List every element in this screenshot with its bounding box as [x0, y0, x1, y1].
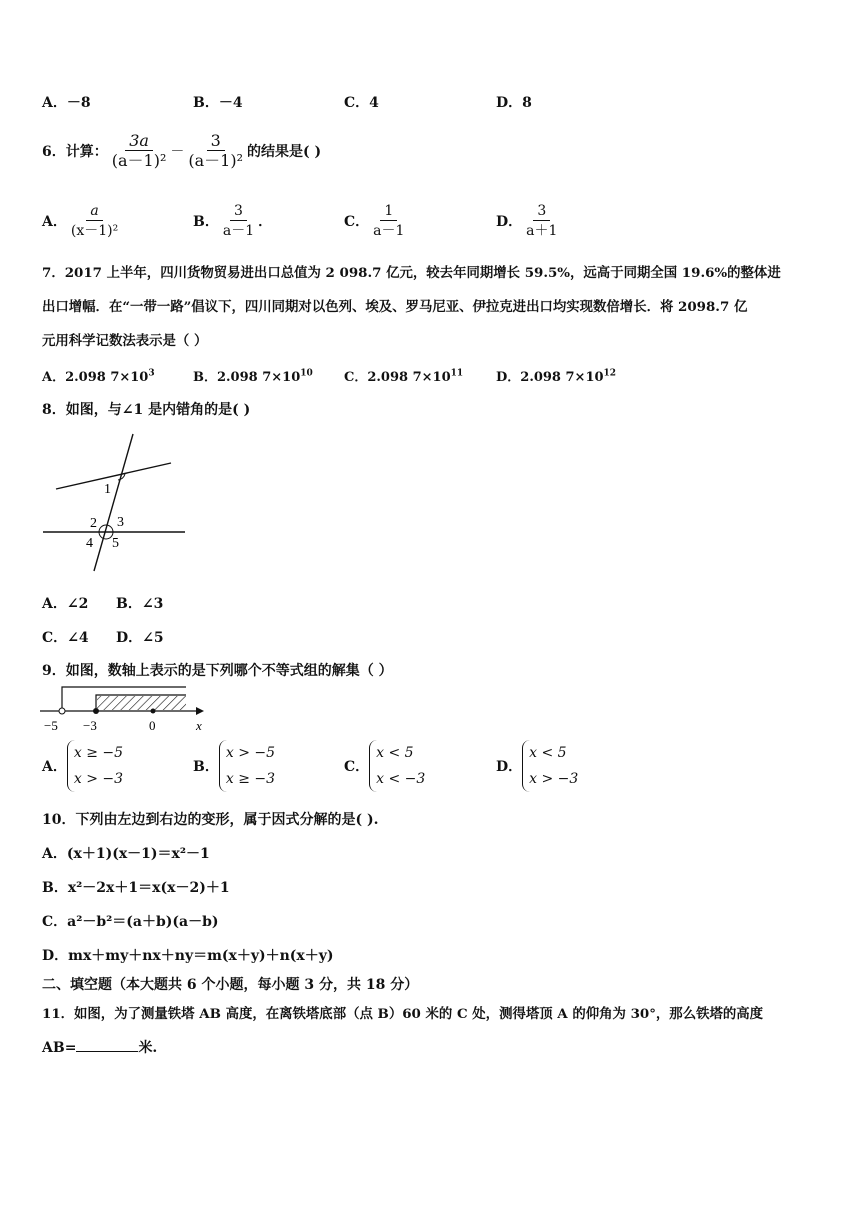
q6-d-fraction	[522, 202, 561, 241]
q6-a-fraction	[67, 202, 122, 241]
q9-b-system	[219, 740, 275, 792]
q9-a-line2: x > −3	[73, 771, 124, 787]
q11-unit: 米.	[138, 1040, 158, 1056]
q6-frac1-num: 3a	[125, 132, 153, 151]
q9-hatched-region	[97, 696, 186, 710]
q6-minus: －	[170, 144, 185, 160]
q8-option-a: A．∠2	[42, 596, 89, 612]
q6-b-num: 3	[230, 202, 247, 221]
q10-option-d: D．mx＋my＋nx＋ny＝m(x＋y)＋n(x＋y)	[42, 948, 334, 964]
q9-b-label: B．	[193, 759, 219, 775]
q9-zero-point	[151, 709, 156, 714]
q9-closed-point	[93, 708, 99, 714]
q7-d-text: D．2.098 7×10	[496, 370, 604, 385]
q7-b-text: B．2.098 7×10	[193, 370, 301, 385]
q11-answer-blank[interactable]	[76, 1051, 138, 1052]
q6-c-label: C．	[344, 214, 370, 230]
q9-b-line1: x > −5	[225, 745, 276, 761]
q7-option-c	[344, 366, 463, 385]
q9-a-label: A．	[42, 759, 67, 775]
q10-option-a: A．(x＋1)(x－1)＝x²－1	[42, 846, 210, 862]
q6-d-num: 3	[533, 202, 550, 221]
q7-d-exp: 12	[603, 368, 617, 379]
q9-option-d	[496, 740, 578, 792]
q7-option-d	[496, 366, 616, 385]
q8-figure	[38, 428, 190, 576]
q9-option-c	[344, 740, 425, 792]
q6-c-den: a－1	[373, 222, 405, 239]
q6-frac1-den: (a－1)²	[111, 150, 167, 170]
q9-a-system	[67, 740, 123, 792]
q8-label-1: 1	[104, 482, 111, 497]
q6-b-den: a－1	[222, 222, 255, 239]
q8-option-b: B．∠3	[116, 596, 164, 612]
q5-option-b: B．－4	[193, 95, 243, 111]
q9-d-label: D．	[496, 759, 523, 775]
q6-d-label: D．	[496, 214, 523, 230]
q7-b-exp: 10	[300, 368, 313, 379]
q8-stem: 8．如图，与∠1 是内错角的是( )	[42, 402, 251, 418]
q6-b-fraction	[219, 202, 258, 241]
q9-b-line2: x ≥ −3	[225, 771, 276, 787]
q7-line-3: 元用科学记数法表示是（ ）	[42, 333, 208, 349]
q6-b-label: B．	[193, 214, 219, 230]
q9-stem: 9．如图，数轴上表示的是下列哪个不等式组的解集（ ）	[42, 663, 393, 679]
q8-option-c: C．∠4	[42, 630, 89, 646]
q6-option-d	[496, 198, 561, 244]
q8-label-2: 2	[90, 516, 97, 531]
q9-option-b	[193, 740, 275, 792]
q11-ab-label: AB=	[42, 1040, 77, 1056]
q6-a-num: a	[86, 202, 102, 221]
q8-label-4: 4	[86, 536, 93, 551]
q6-d-den: a＋1	[526, 222, 558, 239]
q9-c-label: C．	[344, 759, 370, 775]
q9-c-line1: x < 5	[376, 745, 414, 761]
q7-line-2: 出口增幅．在“一带一路”倡议下，四川同期对以色列、埃及、罗马尼亚、伊拉克进出口均实现数倍增长．将 2098.7 亿	[42, 299, 748, 315]
q7-a-text: A．2.098 7×10	[42, 370, 149, 385]
q6-a-den: (x－1)²	[70, 222, 119, 239]
q7-c-text: C．2.098 7×10	[344, 370, 451, 385]
q6-fraction-2	[184, 132, 247, 171]
q7-line-1: 7．2017 上半年，四川货物贸易进出口总值为 2 098.7 亿元，较去年同期增长 59.5%，远高于同期全国 19.6%的整体进	[42, 265, 781, 281]
q6-stem	[42, 128, 321, 174]
q9-label-zero: 0	[149, 718, 156, 733]
q9-c-line2: x < −3	[376, 771, 426, 787]
q9-d-system	[522, 740, 578, 792]
q11-line-2	[42, 1037, 157, 1057]
q6-option-c	[344, 198, 408, 244]
q9-number-line	[38, 682, 208, 736]
q9-axis-arrow	[196, 707, 204, 715]
q9-label-minus5: −5	[44, 718, 58, 733]
q6-fraction-1	[108, 132, 171, 171]
q10-stem: 10．下列由左边到右边的变形，属于因式分解的是( ).	[42, 812, 379, 828]
q9-option-a	[42, 740, 123, 792]
q9-label-x: x	[196, 718, 202, 733]
q9-d-line1: x < 5	[529, 745, 567, 761]
q6-frac2-den: (a－1)²	[188, 150, 243, 170]
q8-label-3: 3	[117, 515, 124, 530]
q5-option-d: D．8	[496, 95, 532, 111]
q6-prefix: 6．计算：	[42, 144, 108, 160]
q7-c-exp: 11	[450, 368, 464, 379]
q7-option-a	[42, 366, 155, 385]
q11-line-1: 11．如图，为了测量铁塔 AB 高度，在离铁塔底部（点 B）60 米的 C 处，测得塔顶 A 的仰角为 30°，那么铁塔的高度	[42, 1006, 764, 1022]
section-heading-fill-in: 二、填空题（本大题共 6 个小题，每小题 3 分，共 18 分）	[42, 977, 419, 993]
q6-c-fraction	[369, 202, 408, 241]
q6-option-a	[42, 198, 122, 244]
q5-option-a: A．－8	[42, 95, 91, 111]
q8-option-d: D．∠5	[116, 630, 164, 646]
q5-option-c: C．4	[344, 95, 379, 111]
q9-c-system	[369, 740, 425, 792]
q7-option-b	[193, 366, 313, 385]
q6-c-num: 1	[380, 202, 397, 221]
q6-b-tail: ．	[258, 214, 273, 230]
q9-a-line1: x ≥ −5	[73, 745, 124, 761]
q9-d-line2: x > −3	[529, 771, 579, 787]
q6-suffix: 的结果是( )	[247, 144, 322, 160]
q6-frac2-num: 3	[207, 132, 225, 151]
q8-line-upper	[56, 463, 171, 489]
q9-label-minus3: −3	[83, 718, 97, 733]
q6-option-b	[193, 198, 272, 244]
q7-a-exp: 3	[148, 368, 155, 379]
q8-label-5: 5	[112, 536, 119, 551]
q6-a-label: A．	[42, 214, 67, 230]
q10-option-b: B．x²－2x＋1＝x(x－2)＋1	[42, 880, 230, 896]
q10-option-c: C．a²－b²＝(a＋b)(a－b)	[42, 914, 219, 930]
q9-open-point	[59, 708, 65, 714]
